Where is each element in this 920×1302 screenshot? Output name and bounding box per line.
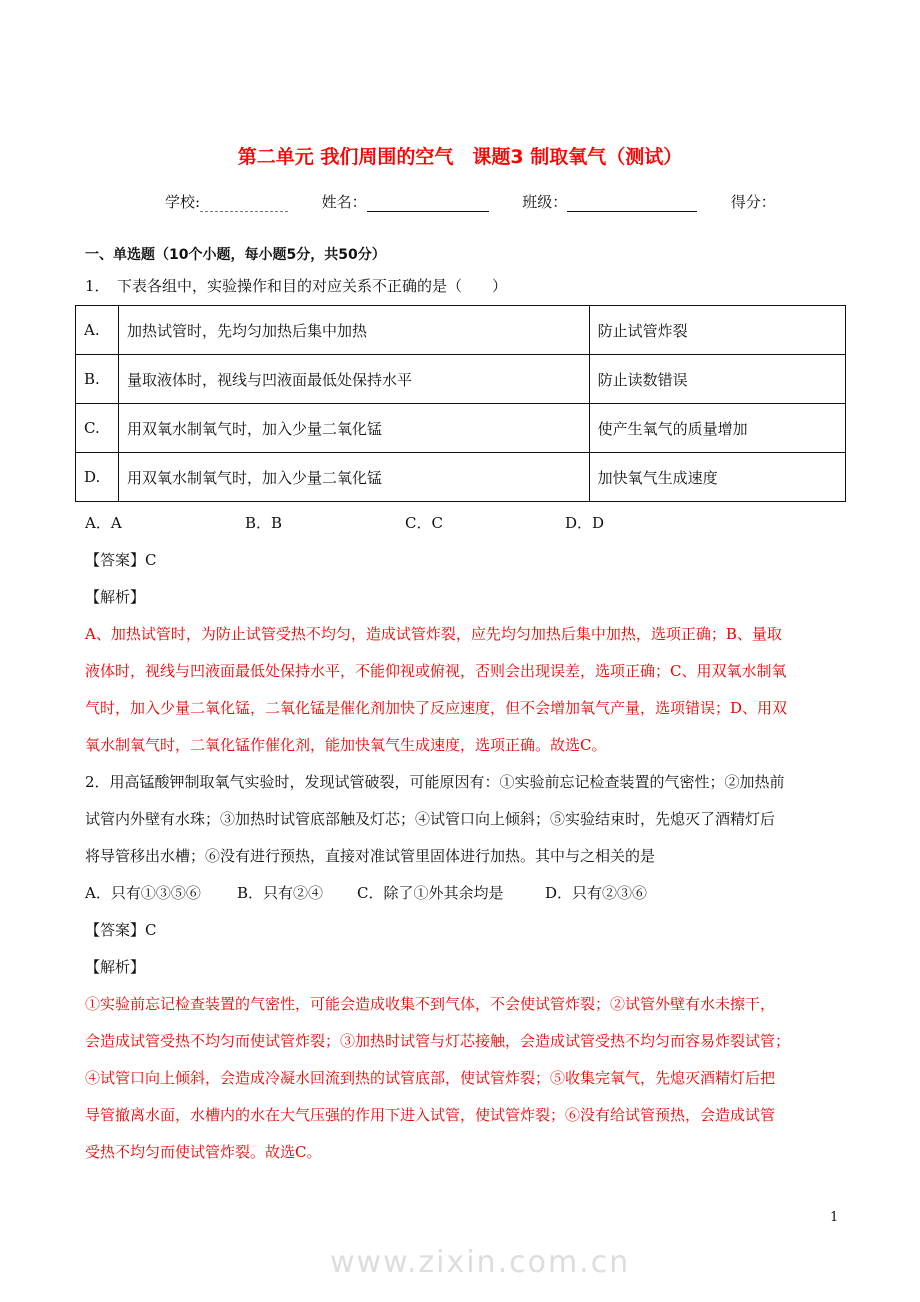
operation-cell: 用双氧水制氧气时，加入少量二氧化锰	[118, 404, 589, 453]
analysis-line: 导管撤离水面，水槽内的水在大气压强的作用下进入试管，使试管炸裂；⑥没有给试管预热，会造成试管	[85, 1106, 776, 1124]
table-row	[76, 453, 846, 502]
question-2-options	[85, 875, 790, 912]
purpose-cell: 防止读数错误	[589, 355, 845, 404]
analysis-line: 氧水制氧气时，二氧化锰作催化剂，能加快氧气生成速度，选项正确。故选C。	[85, 736, 607, 754]
class-label: 班级：	[522, 193, 568, 211]
purpose-cell: 使产生氧气的质量增加	[589, 404, 845, 453]
student-info-line	[165, 191, 776, 212]
name-field[interactable]	[367, 197, 489, 212]
option-a: A．A	[85, 514, 122, 532]
option-b: B．只有②④	[237, 884, 324, 902]
purpose-cell: 防止试管炸裂	[589, 306, 845, 355]
option-d: D．D	[565, 514, 605, 532]
page-title: 第二单元 我们周围的空气 课题3 制取氧气（测试）	[237, 146, 683, 168]
purpose-cell: 加快氧气生成速度	[589, 453, 845, 502]
option-letter-cell: B.	[76, 355, 119, 404]
table-row	[76, 355, 846, 404]
page-number: 1	[830, 1210, 839, 1225]
table-row	[76, 306, 846, 355]
analysis-line: 液体时，视线与凹液面最低处保持水平，不能仰视或俯视，否则会出现误差，选项正确；C、用双氧水制氧	[85, 662, 787, 680]
option-letter-cell: D.	[76, 453, 119, 502]
section-q1	[85, 237, 507, 306]
watermark: www.zixin.com.cn	[330, 1245, 631, 1280]
option-d: D．只有②③⑥	[545, 884, 648, 902]
option-c: C．除了①外其余均是	[357, 884, 504, 902]
operation-cell: 用双氧水制氧气时，加入少量二氧化锰	[118, 453, 589, 502]
analysis-line: 受热不均匀而使试管炸裂。故选C。	[85, 1143, 322, 1161]
analysis-line: 气时，加入少量二氧化锰，二氧化锰是催化剂加快了反应速度，但不会增加氧气产量，选项错误；D、用双	[85, 699, 788, 717]
section-heading: 一、单选题（10个小题，每小题5分，共50分）	[85, 247, 386, 263]
operation-cell: 量取液体时，视线与凹液面最低处保持水平	[118, 355, 589, 404]
option-a: A．只有①③⑤⑥	[85, 884, 201, 902]
question-2-analysis-label: 【解析】	[85, 958, 146, 976]
analysis-line: 会造成试管受热不均匀而使试管炸裂；③加热时试管与灯芯接触，会造成试管受热不均匀而容易炸裂试管；	[85, 1032, 791, 1050]
analysis-line: ①实验前忘记检查装置的气密性，可能会造成收集不到气体，不会使试管炸裂；②试管外壁有水未擦干，	[85, 995, 776, 1013]
school-field[interactable]	[200, 197, 288, 212]
question-1-options	[85, 505, 790, 542]
analysis-line: ④试管口向上倾斜，会造成冷凝水回流到热的试管底部，使试管炸裂；⑤收集完氧气，先熄灭酒精灯后把	[85, 1069, 776, 1087]
school-label: 学校:	[165, 193, 201, 211]
option-letter-cell: A.	[76, 306, 119, 355]
question-2-answer: 【答案】C	[85, 921, 157, 939]
question-1-stem: 1． 下表各组中，实验操作和目的对应关系不正确的是（ ）	[85, 277, 508, 295]
question-2-stem-line: 试管内外壁有水珠；③加热时试管底部触及灯芯；④试管口向上倾斜；⑤实验结束时，先熄灭了酒精灯后	[85, 810, 776, 828]
option-letter-cell: C.	[76, 404, 119, 453]
option-b: B．B	[245, 514, 283, 532]
option-c: C．C	[405, 514, 443, 532]
name-label: 姓名：	[321, 193, 367, 211]
question-1-analysis-label: 【解析】	[85, 588, 146, 606]
class-field[interactable]	[567, 197, 697, 212]
operation-cell: 加热试管时，先均匀加热后集中加热	[118, 306, 589, 355]
question-2-stem-line: 将导管移出水槽；⑥没有进行预热，直接对准试管里固体进行加热。其中与之相关的是	[85, 847, 656, 865]
question-2-stem-line: 2．用高锰酸钾制取氧气实验时，发现试管破裂，可能原因有：①实验前忘记检查装置的气密性；②加热前	[85, 773, 785, 791]
analysis-line: A、加热试管时，为防止试管受热不均匀，造成试管炸裂，应先均匀加热后集中加热，选项正确；B、量取	[85, 625, 782, 643]
score-label: 得分：	[730, 193, 776, 211]
table-row	[76, 404, 846, 453]
question-1-body	[85, 505, 790, 1171]
question-1-table	[75, 305, 846, 502]
question-1-answer: 【答案】C	[85, 551, 157, 569]
